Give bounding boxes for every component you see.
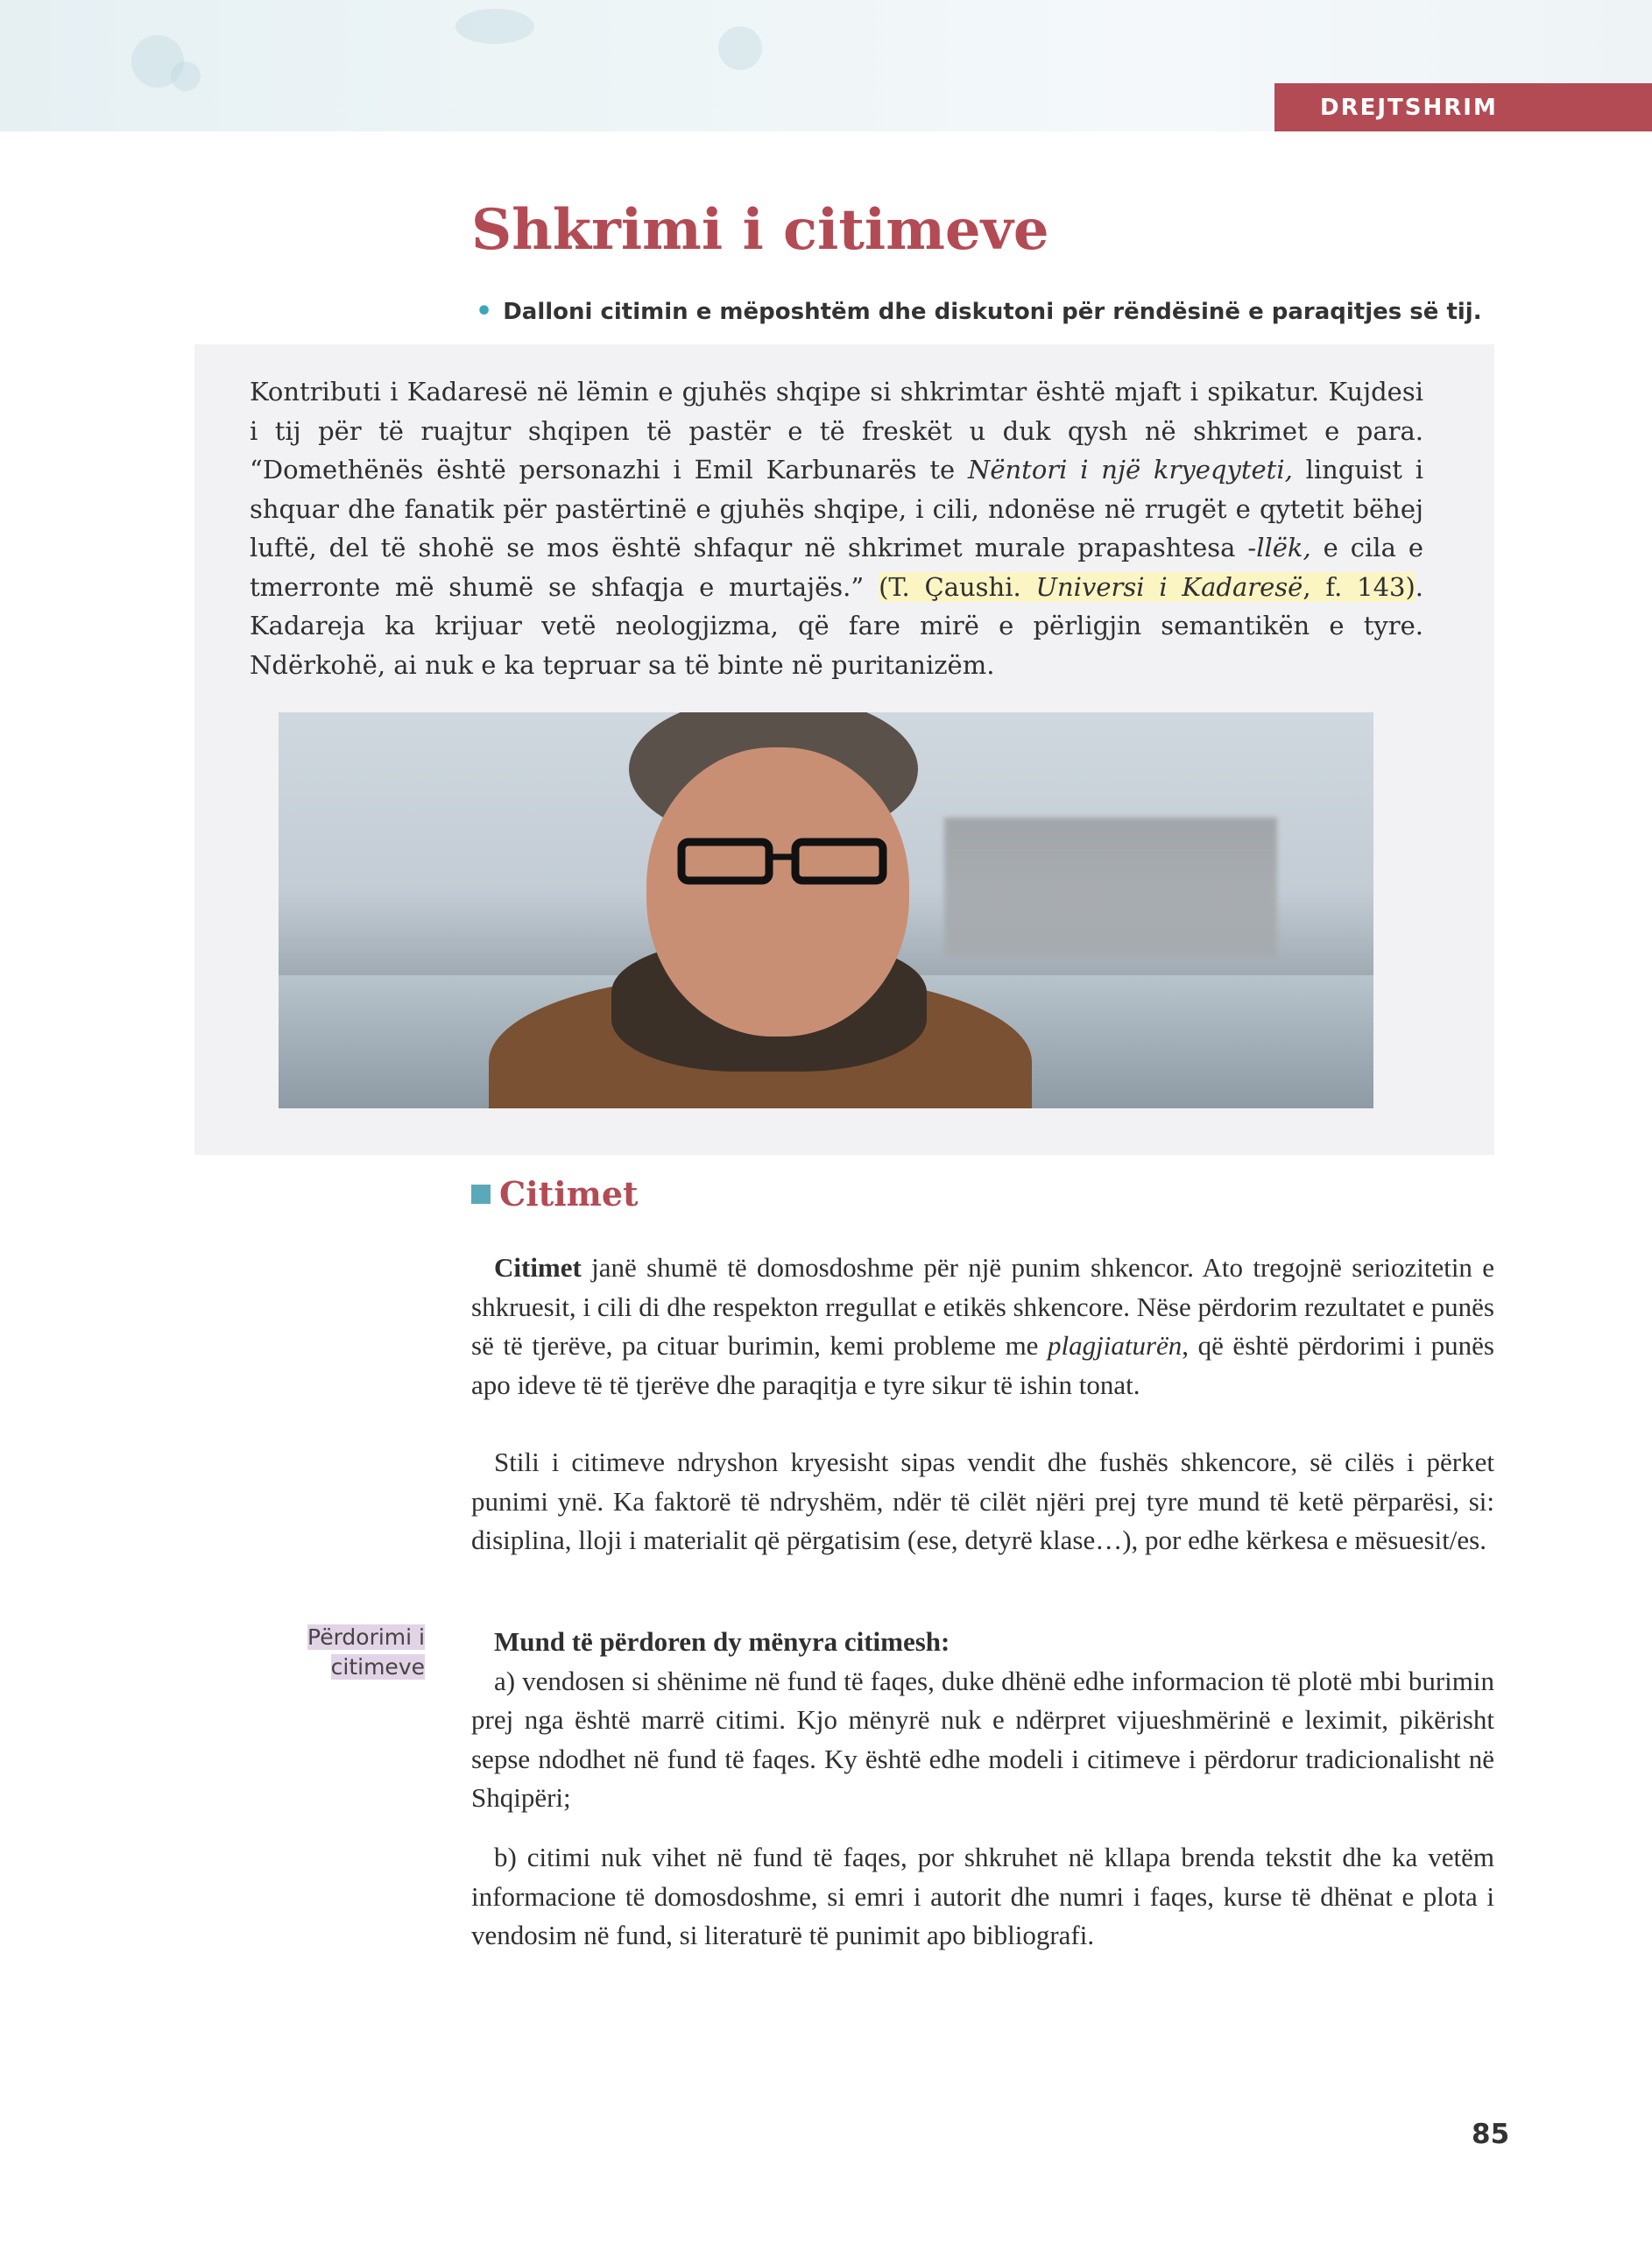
method-b: b) citimi nuk vihet në fund të faqes, por shkruhet në kllapa brenda tekstit dhe ka vetëm informacione të domosdoshme, si emri i autorit dhe numri i faqes, kurse të dhënat e plota i vendosim në fund, si literaturë të punimit apo bibliografi. (471, 1842, 1494, 1950)
paragraph-1-a: janë shumë të domosdoshme për një punim shkencor. Ato tregojnë seriozitetin e shkruesit, i cili di dhe respekton rregullat e etikës shkencore. Nëse përdorim rezultatet e punës së të tjerëve, pa cituar burimin, kemi probleme me (471, 1252, 1494, 1361)
square-bullet-icon (471, 1185, 491, 1204)
paragraph-1-b: , që është përdorimi i punës apo ideve të të tjerëve dhe paraqitja e tyre sikur të ishin tonat. (471, 1330, 1494, 1400)
quote-part-2: linguist i shquar dhe fanatik për pastërtinë e gjuhës shqipe, i cili, ndonëse në rrugët e qytetit bëhej luftë, del të shohë se mos është shfaqur në shkrimet murale prapashtesa - (250, 455, 1423, 563)
author-portrait-photo (279, 712, 1373, 1108)
section-tag (1274, 83, 1652, 131)
page-number: 85 (1472, 2119, 1510, 2150)
citation-highlight (879, 572, 1415, 602)
section-tag-label: DREJTSHRIM (1320, 94, 1498, 121)
margin-note-line-1: Përdorimi i (307, 1624, 425, 1650)
quote-book-title: Nëntori i një kryeqyteti, (967, 455, 1293, 485)
section-heading-text: Citimet (499, 1174, 639, 1213)
paragraph-stili: Stili i citimeve ndryshon kryesisht sipas vendit dhe fushës shkencore, së cilës i përket punimi ynë. Ka faktorë të ndryshëm, ndër të cilët njëri prej tyre mund të ketë përparësi, si: disiplina, lloji i materialit që përgatisim (ese, detyrë klase…), por edhe kërkesa e mësuesit/es. (471, 1447, 1494, 1555)
bullet-icon: • (476, 296, 493, 327)
quote-suffix: llëk, (1256, 533, 1311, 563)
margin-note (293, 1623, 425, 1682)
page-title: Shkrimi i citimeve (471, 197, 1049, 263)
citation-page: , f. 143) (1303, 571, 1415, 602)
method-a: a) vendosen si shënime në fund të faqes, duke dhënë edhe informacion të plotë mbi burimin prej nga është marrë citimi. Kjo mënyrë nuk e ndërpret vijueshmërinë e leximit, pikërisht sepse ndodhet në fund të faqes. Ky është edhe modeli i citimeve i përdorur tradicionalisht në Shqipëri; (471, 1665, 1494, 1813)
term-citimet: Citimet (494, 1252, 582, 1283)
quote-part-1: Kontributi i Kadaresë në lëmin e gjuhës shqipe si shkrimtar është mjaft i spikatur. Kujdesi i tij për të ruajtur shqipen të pastër e të freskët u duk qysh në shkrimet e para. “Domethënës është personazhi i Emil Karbunarës te (250, 377, 1423, 485)
quote-text (250, 372, 1423, 684)
section-heading (471, 1174, 639, 1213)
paragraph-citimet (471, 1249, 1494, 1405)
citation-work: Universi i Kadaresë (1035, 571, 1303, 602)
instruction-text: Dalloni citimin e mëposhtëm dhe diskutoni për rëndësinë e paraqitjes së tij. (503, 298, 1482, 325)
methods-lead: Mund të përdoren dy mënyra citimesh: (494, 1626, 950, 1657)
quote-part-3: e cila e tmerronte më shumë se shfaqja e murtajës.” (250, 533, 1424, 602)
citation-author: (T. Çaushi. (879, 571, 1036, 602)
margin-note-line-2: citimeve (330, 1654, 425, 1680)
term-plagjiatura: plagjiaturën (1048, 1330, 1183, 1361)
paragraph-two-methods (471, 1623, 1494, 1818)
quote-part-4: . Kadareja ka krijuar vetë neologjizma, që fare mirë e përligjin semantikën e tyre. Ndërkohë, ai nuk e ka tepruar sa të binte në puritanizëm. (250, 571, 1424, 680)
instruction (476, 296, 1482, 327)
